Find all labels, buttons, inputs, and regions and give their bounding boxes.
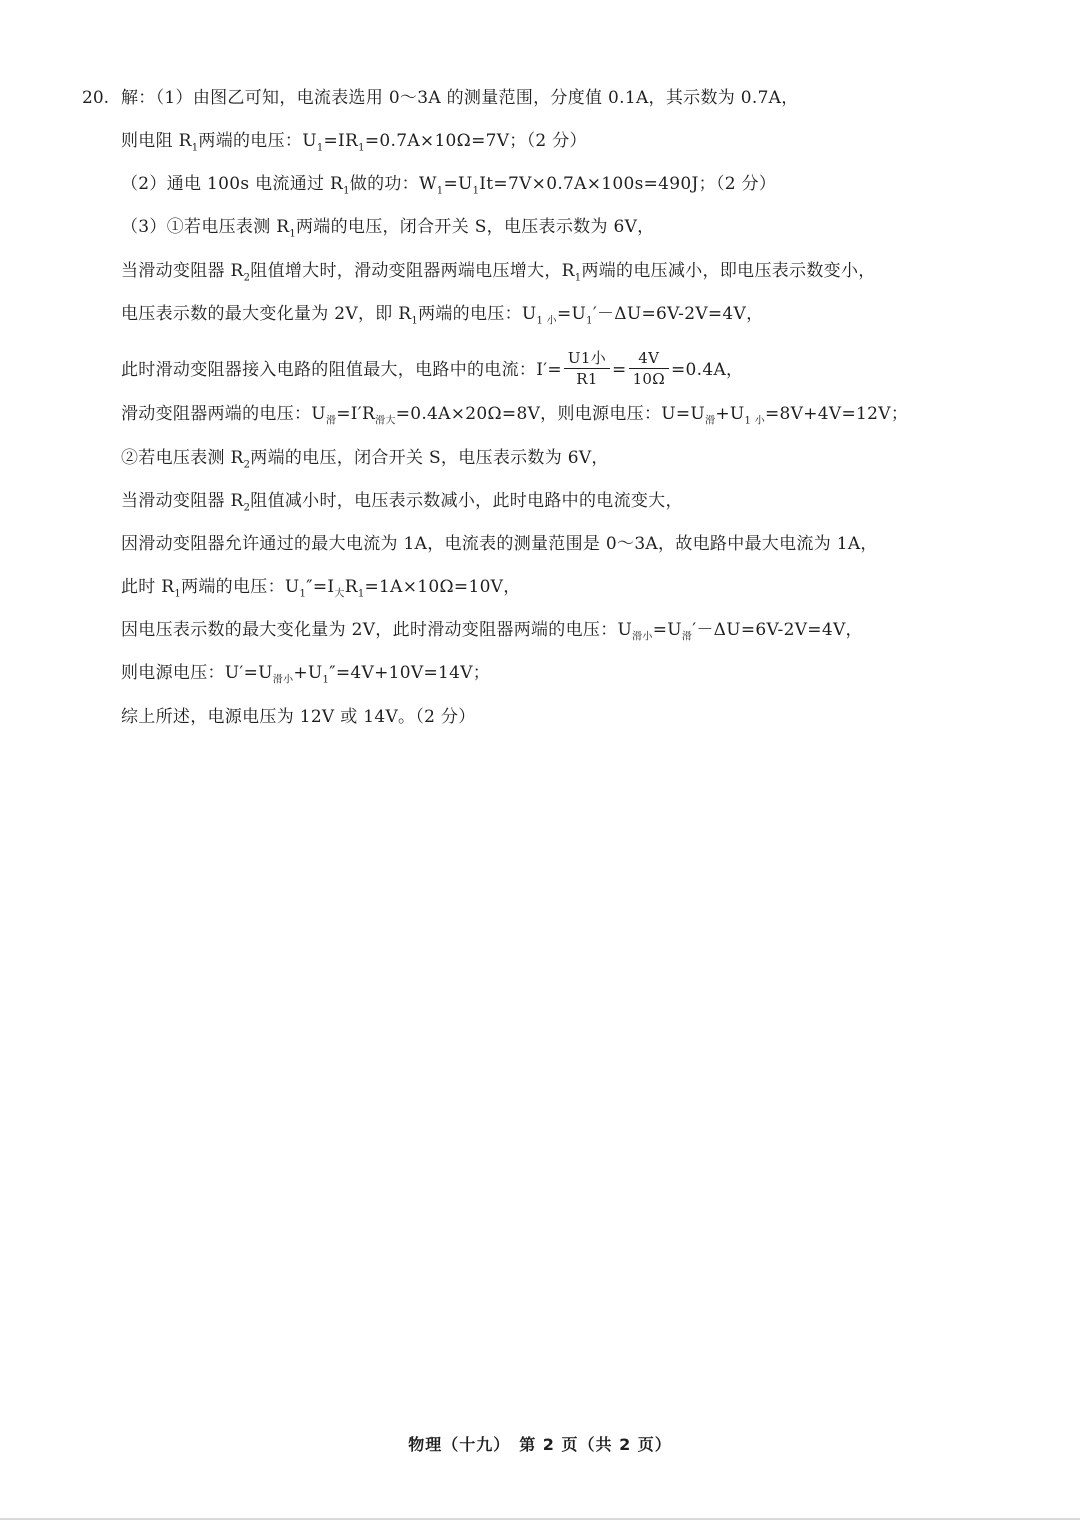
text-run: =U [556,304,587,324]
solution-line [121,489,683,520]
text-run: 阻值减小时，电压表示数减小，此时电路中的电流变大， [250,491,683,511]
text-run: 则电阻 R [121,131,192,151]
solution-line [121,661,490,692]
solution-line [121,402,908,433]
solution-line [121,446,609,477]
text-run: =0.4A， [671,360,744,380]
question-number: 20. [82,88,110,108]
text-run: 两端的电压：U [418,304,537,324]
text-run: =1A×10Ω=10V， [364,577,521,597]
text-run: 两端的电压，闭合开关 S，电压表示数为 6V， [296,217,655,237]
subscript: 1 [357,588,365,600]
subscript: 滑 [705,415,716,427]
text-run: =U [652,620,682,640]
text-run: +U [715,404,745,424]
text-run: ′－ΔU=6V-2V=4V， [592,304,764,324]
subscript: 2 [243,459,251,471]
text-run: 综上所述，电源电压为 12V 或 14V。（2 分） [121,707,476,727]
text-run: 阻值增大时，滑动变阻器两端电压增大，R [250,261,575,281]
fraction-denominator: 10Ω [632,370,665,388]
subscript: 2 [243,272,251,284]
fraction [629,348,669,389]
solution-line [121,86,799,110]
subscript: 1 小 [744,415,765,427]
page-footer: 物理（十九） 第 2 页（共 2 页） [408,1435,672,1454]
text-run: 滑动变阻器两端的电压：U [121,404,326,424]
fraction [564,348,610,389]
text-run: =0.4A×20Ω=8V，则电源电压：U=U [395,404,706,424]
solution-line [121,532,878,556]
solution-line [121,575,521,606]
subscript: 1 [316,142,324,154]
subscript: 1 [289,228,296,240]
solution-line [121,215,654,246]
subscript: 1 [586,315,593,327]
subscript: 1 [436,185,444,197]
text-run: R [344,577,358,597]
text-run: 两端的电压：U [181,577,300,597]
subscript: 1 [358,142,365,154]
subscript: 大 [334,588,345,600]
solution-line [121,705,476,729]
text-run: （2）通电 100s 电流通过 R [121,174,344,194]
text-run: =I′R [336,404,376,424]
text-run: 两端的电压，闭合开关 S，电压表示数为 6V， [250,448,609,468]
text-run: 两端的电压减小，即电压表示数变小， [581,261,876,281]
text-run: 则电源电压：U′=U [121,663,273,683]
subscript: 1 [322,674,330,686]
solution-line [121,172,776,203]
text-run: ′－ΔU=6V-2V=4V， [692,620,863,640]
text-run: （3）①若电压表测 R [121,217,290,237]
subscript: 1 [174,588,182,600]
subscript: 1 [472,185,480,197]
text-run: 做的功：W [349,174,437,194]
text-run: It=7V×0.7A×100s=490J；（2 分） [479,174,777,194]
text-run: =8V+4V=12V； [765,404,909,424]
text-run: 因滑动变阻器允许通过的最大电流为 1A，电流表的测量范围是 0～3A，故电路中最大电流为 1A， [121,534,878,554]
text-run: = [612,360,627,380]
subscript: 1 小 [536,315,557,327]
fraction-numerator: 4V [629,348,669,369]
solution-line [121,618,863,649]
text-run: =U [443,174,473,194]
fraction-denominator: R1 [576,370,598,388]
text-run: ″=4V+10V=14V； [329,663,491,683]
solution-line [121,302,763,333]
subscript: 1 [191,142,199,154]
text-run: 因电压表示数的最大变化量为 2V，此时滑动变阻器两端的电压：U [121,620,633,640]
text-run: 两端的电压：U [198,131,317,151]
subscript: 2 [243,502,251,514]
text-run: 此时滑动变阻器接入电路的阻值最大，电路中的电流：I′= [121,360,562,380]
subscript: 滑大 [375,415,396,427]
subscript: 滑 [681,631,693,643]
solution-line [121,350,743,391]
text-run: 电压表示数的最大变化量为 2V，即 R [121,304,412,324]
text-run: 当滑动变阻器 R [121,491,244,511]
fraction-numerator: U1小 [564,348,610,369]
subscript: 1 [299,588,307,600]
text-run: ″=I [306,577,335,597]
text-run: =IR [323,131,359,151]
text-run: 解：（1）由图乙可知，电流表选用 0～3A 的测量范围，分度值 0.1A，其示数为 0.7A， [121,88,799,108]
solution-line [121,259,876,290]
subscript: 1 [411,315,419,327]
text-run: =0.7A×10Ω=7V；（2 分） [364,131,587,151]
solution-line [121,129,587,160]
text-run: +U [293,663,323,683]
subscript: 滑 [325,415,337,427]
text-run: 此时 R [121,577,175,597]
subscript: 滑小 [272,674,294,686]
bottom-divider [0,1518,1080,1520]
subscript: 1 [574,272,582,284]
text-run: ②若电压表测 R [121,448,244,468]
subscript: 1 [343,185,350,197]
text-run: 当滑动变阻器 R [121,261,244,281]
subscript: 滑小 [632,631,653,643]
